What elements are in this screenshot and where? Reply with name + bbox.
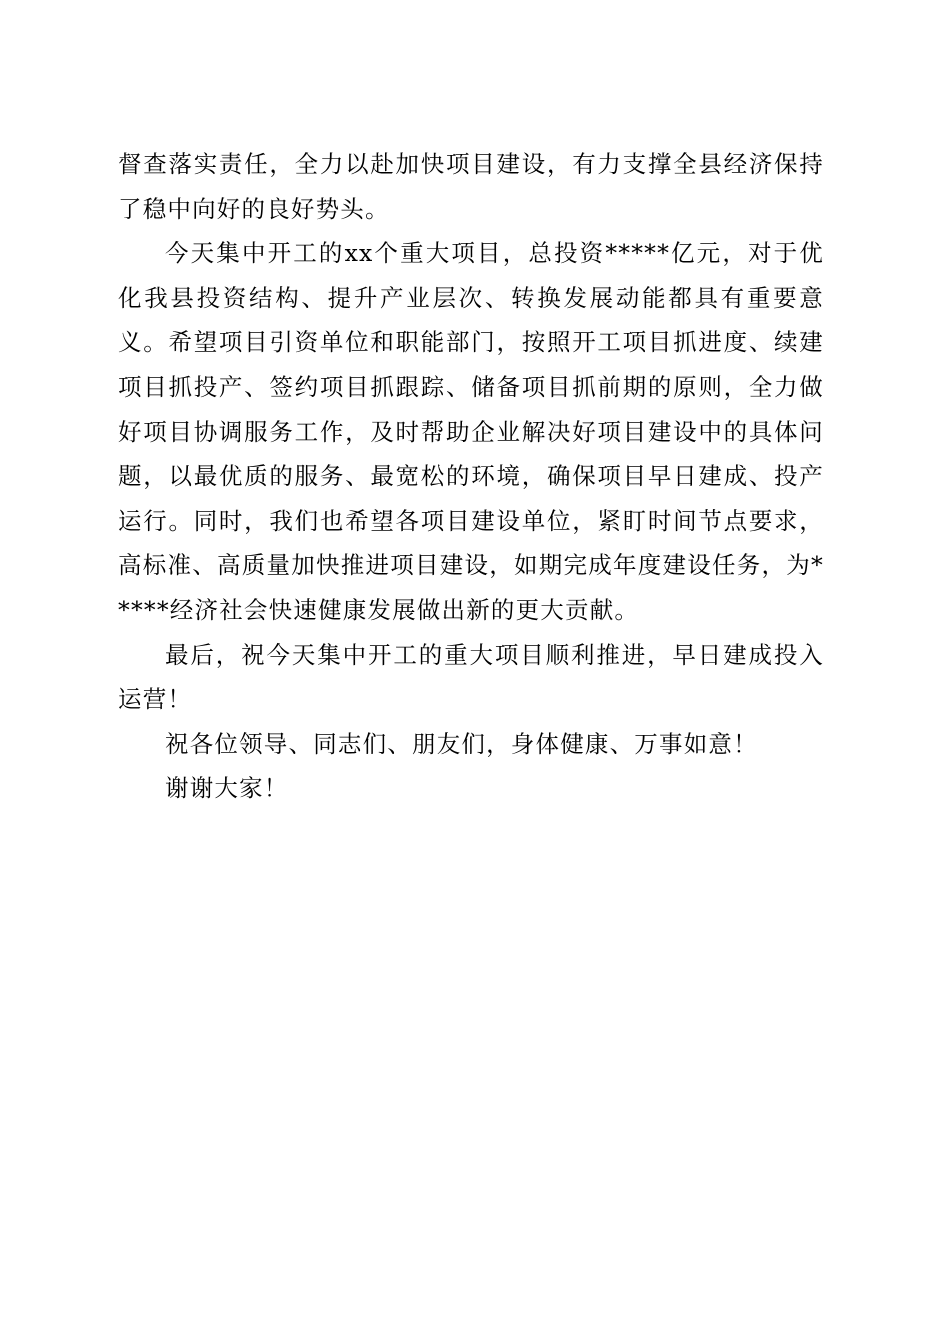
paragraph-projects: 今天集中开工的xx个重大项目，总投资*****亿元，对于优化我县投资结构、提升产业层次、转换发展动能都具有重要意义。希望项目引资单位和职能部门，按照开工项目抓进度、续建项目抓投产、签约项目抓跟踪、储备项目抓前期的原则，全力做好项目协调服务工作，及时帮助企业解决好项目建设中的具体问题，以最优质的服务、最宽松的环境，确保项目早日建成、投产运行。同时，我们也希望各项目建设单位，紧盯时间节点要求，高标准、高质量加快推进项目建设，如期完成年度建设任务，为*****经济社会快速健康发展做出新的更大贡献。 [118, 239, 824, 624]
paragraph-wishes-guests: 祝各位领导、同志们、朋友们，身体健康、万事如意！ [165, 729, 758, 758]
paragraph-thanks: 谢谢大家！ [165, 774, 289, 803]
document-page [118, 142, 824, 811]
paragraph-continuation: 督查落实责任，全力以赴加快项目建设，有力支撑全县经济保持了稳中向好的良好势头。 [118, 150, 824, 223]
paragraph-wishes-projects: 最后，祝今天集中开工的重大项目顺利推进，早日建成投入运营！ [118, 640, 824, 714]
